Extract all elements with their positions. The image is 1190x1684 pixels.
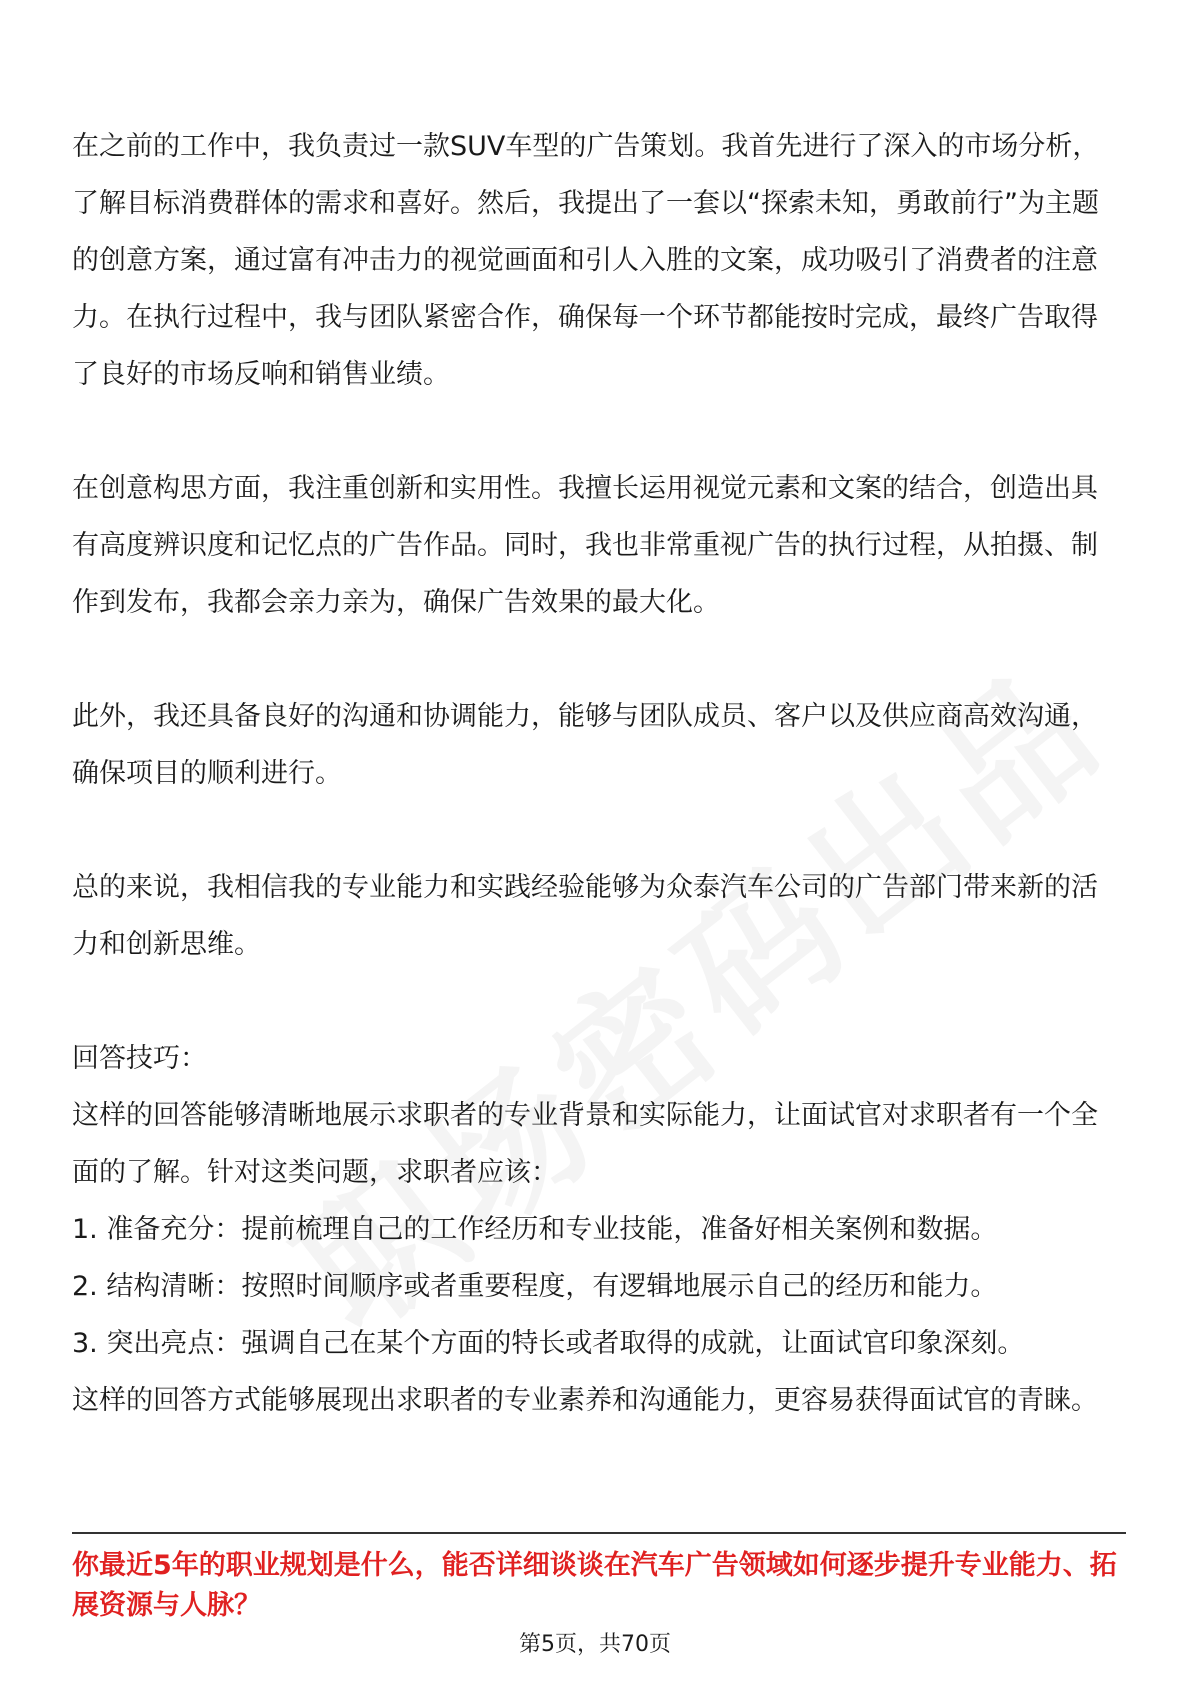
- answer-paragraph-1: 在之前的工作中，我负责过一款SUV车型的广告策划。我首先进行了深入的市场分析，了解目标消费群体的需求和喜好。然后，我提出了一套以“探索未知，勇敢前行”为主题的创意方案，通过富有冲击力的视觉画面和引人入胜的文案，成功吸引了消费者的注意力。在执行过程中，我与团队紧密合作，确保每一个环节都能按时完成，最终广告取得了良好的市场反响和销售业绩。: [72, 131, 1100, 390]
- answer-paragraph-3: 此外，我还具备良好的沟通和协调能力，能够与团队成员、客户以及供应商高效沟通，确保项目的顺利进行。: [72, 701, 1098, 789]
- answer-content: [72, 118, 1118, 1429]
- answer-paragraph-2: 在创意构思方面，我注重创新和实用性。我擅长运用视觉元素和文案的结合，创造出具有高度辨识度和记忆点的广告作品。同时，我也非常重视广告的执行过程，从拍摄、制作到发布，我都会亲力亲为，确保广告效果的最大化。: [72, 473, 1098, 618]
- tips-section: [72, 1030, 1118, 1429]
- page-footer: 第5页，共70页: [519, 1632, 671, 1657]
- tips-item-2: 2. 结构清晰：按照时间顺序或者重要程度，有逻辑地展示自己的经历和能力。: [72, 1271, 998, 1302]
- tips-intro: 这样的回答能够清晰地展示求职者的专业背景和实际能力，让面试官对求职者有一个全面的了解。针对这类问题，求职者应该：: [72, 1100, 1098, 1188]
- next-question-heading: 你最近5年的职业规划是什么，能否详细谈谈在汽车广告领域如何逐步提升专业能力、拓展资源与人脉？: [72, 1550, 1117, 1621]
- tips-conclusion: 这样的回答方式能够展现出求职者的专业素养和沟通能力，更容易获得面试官的青睐。: [72, 1385, 1098, 1416]
- section-divider: [72, 1532, 1126, 1534]
- tips-item-3: 3. 突出亮点：强调自己在某个方面的特长或者取得的成就，让面试官印象深刻。: [72, 1328, 1025, 1359]
- tips-heading: 回答技巧：: [72, 1043, 207, 1074]
- tips-item-1: 1. 准备充分：提前梳理自己的工作经历和专业技能，准备好相关案例和数据。: [72, 1214, 998, 1245]
- answer-paragraph-4: 总的来说，我相信我的专业能力和实践经验能够为众泰汽车公司的广告部门带来新的活力和创新思维。: [72, 872, 1098, 960]
